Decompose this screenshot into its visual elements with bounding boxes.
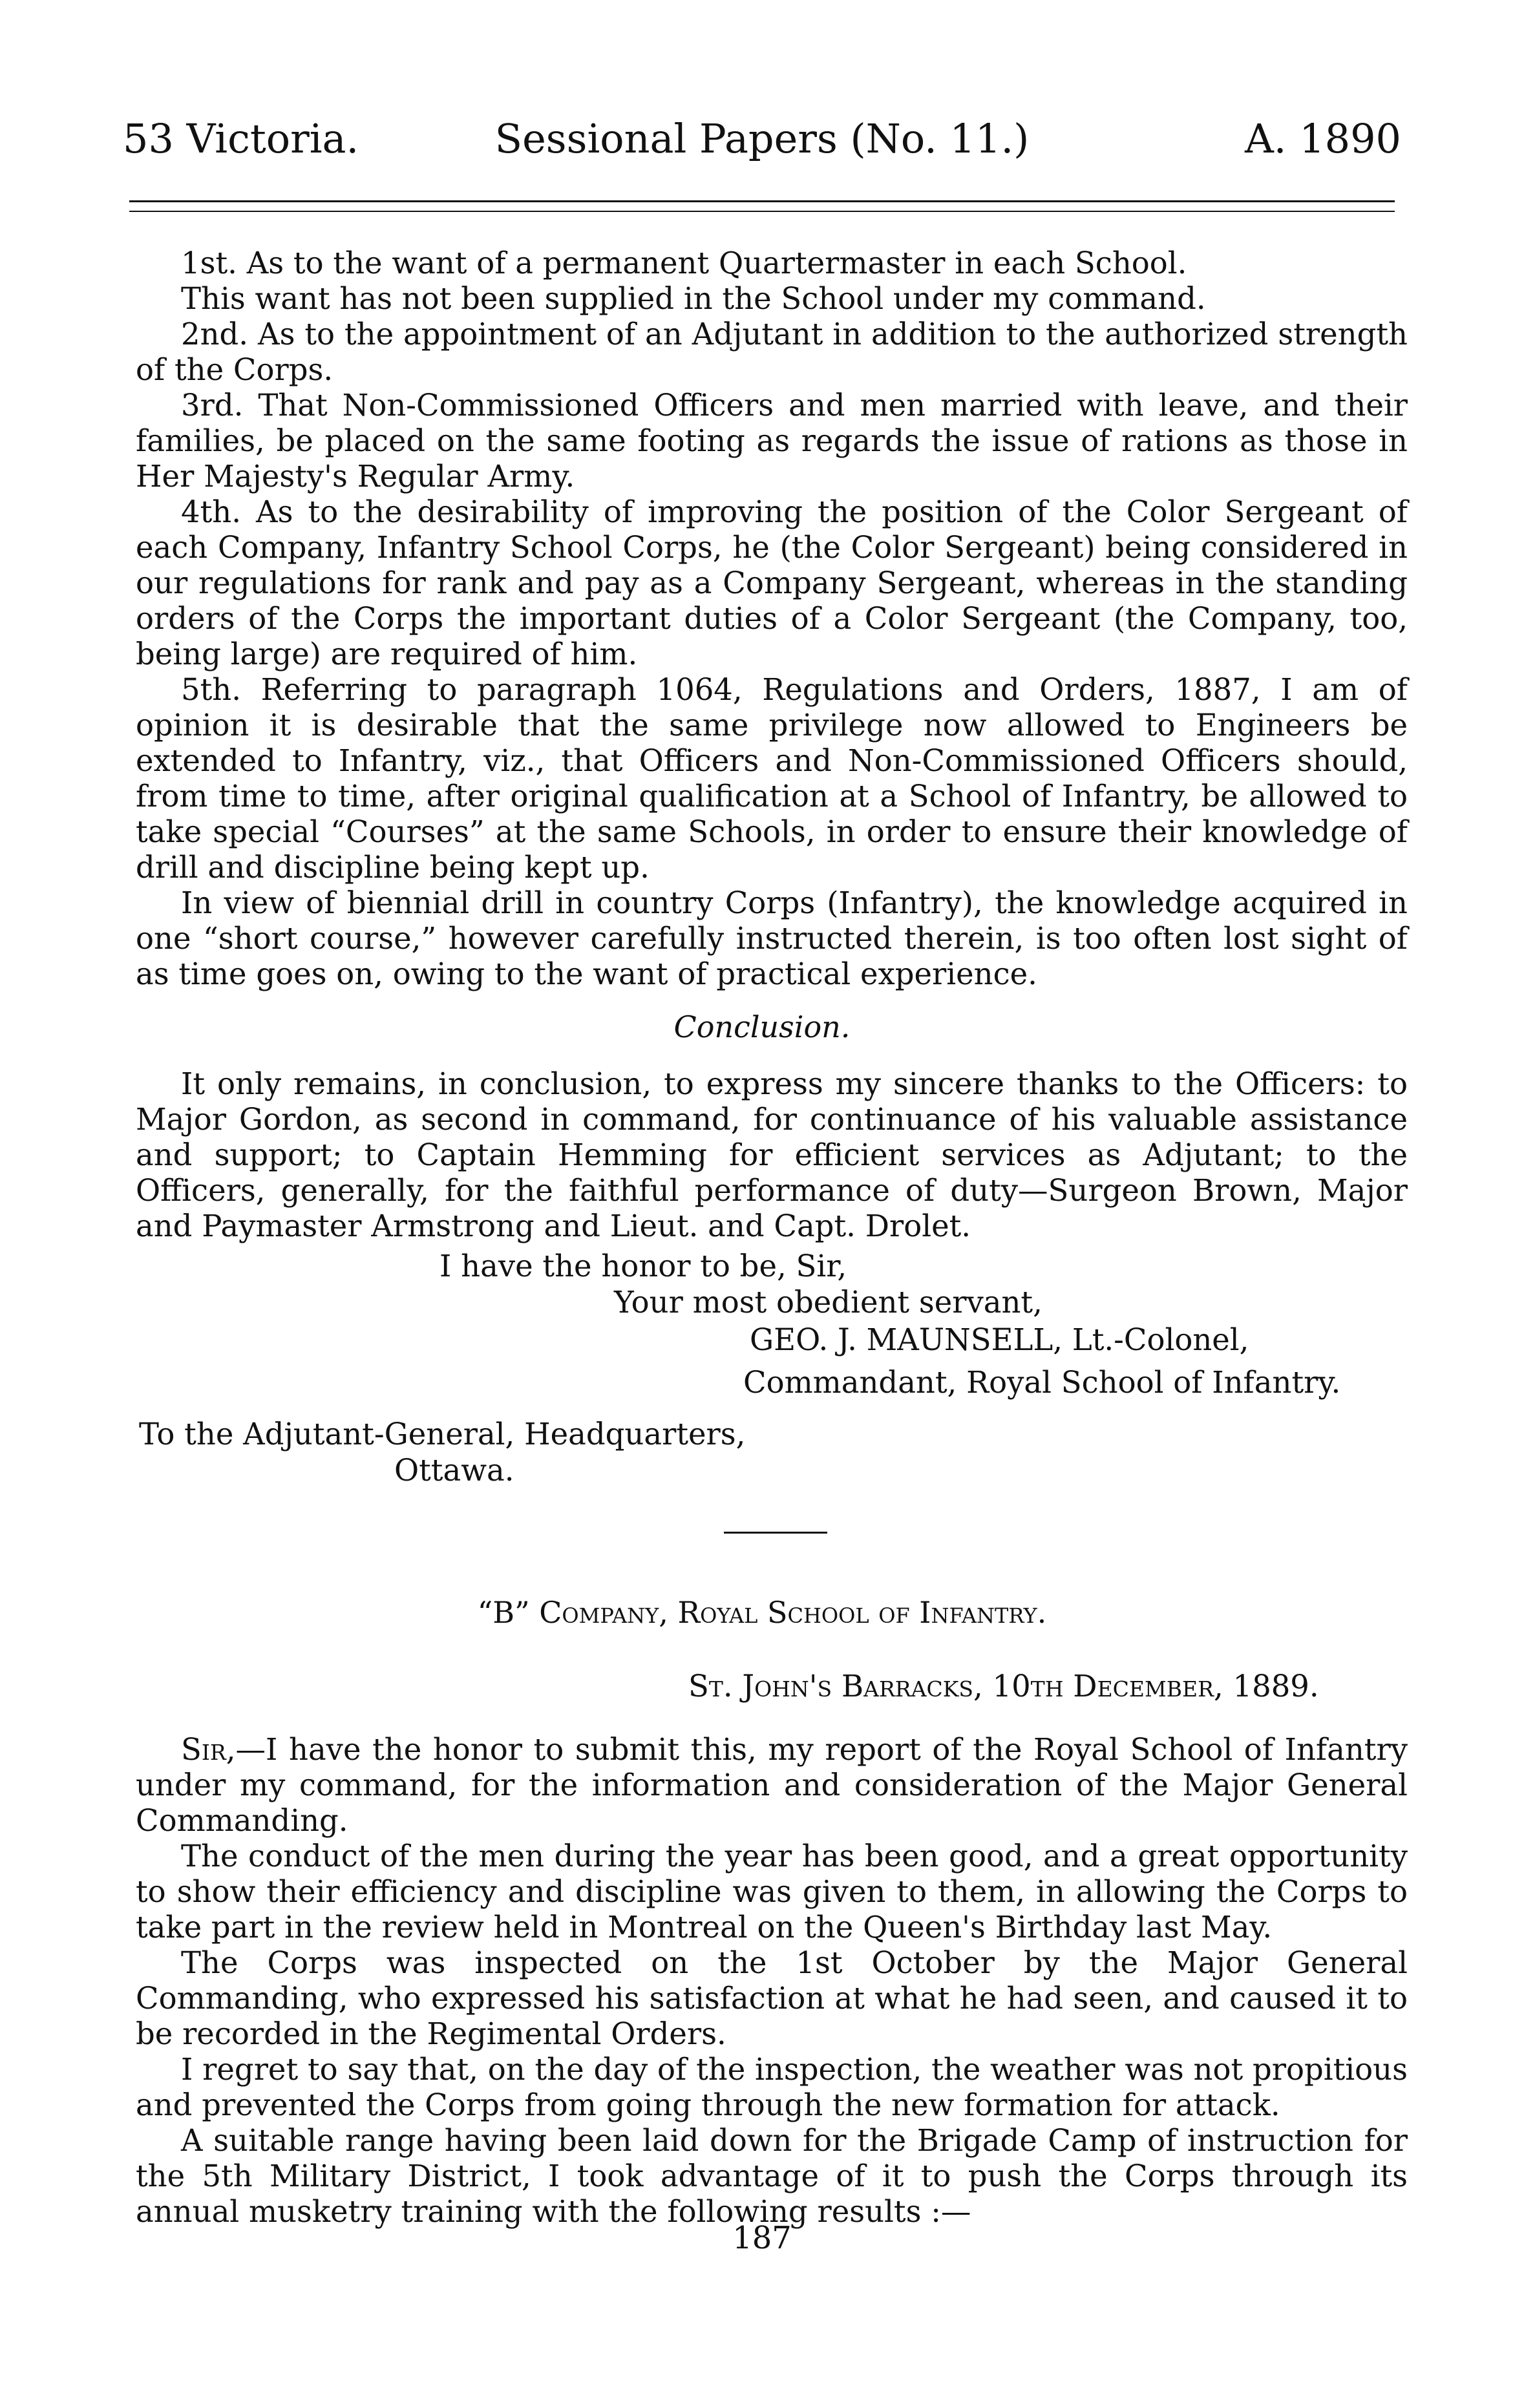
paragraph: 3rd. That Non-Commissioned Officers and men married with leave, and their families, be placed on the same footing as regards the issue of rations as those in Her Majesty's Regular Army. bbox=[136, 388, 1408, 494]
addressee-line-1: To the Adjutant-General, Headquarters, bbox=[139, 1417, 746, 1452]
paragraph bbox=[136, 1732, 1408, 1839]
signature-line-2: Your most obedient servant, bbox=[614, 1285, 1042, 1320]
signature-name: GEO. J. MAUNSELL, Lt.-Colonel, bbox=[750, 1322, 1249, 1357]
paragraph: 2nd. As to the appointment of an Adjutant in addition to the authorized strength of the Corps. bbox=[136, 317, 1408, 387]
paragraph-text: —I have the honor to submit this, my report of the Royal School of Infantry under my command, for the information and consideration of the Major General Commanding. bbox=[136, 1732, 1408, 1838]
paragraph: A suitable range having been laid down for the Brigade Camp of instruction for the 5th Military District, I took advantage of it to push the Corps through its annual musketry training with the following results :— bbox=[136, 2123, 1408, 2229]
dateline: St. John's Barracks, 10th December, 1889. bbox=[688, 1669, 1319, 1704]
signature-line-1: I have the honor to be, Sir, bbox=[439, 1249, 847, 1283]
section2-body bbox=[136, 1732, 1408, 2230]
page-header bbox=[123, 115, 1401, 173]
header-title: Sessional Papers (No. 11.) bbox=[494, 115, 1030, 162]
header-volume: 53 Victoria. bbox=[123, 115, 359, 162]
header-rule-top bbox=[129, 200, 1395, 202]
paragraph: This want has not been supplied in the School under my command. bbox=[181, 281, 1206, 316]
salutation: Sir, bbox=[181, 1732, 236, 1767]
header-year: A. 1890 bbox=[1245, 115, 1401, 162]
section1-body bbox=[136, 246, 1408, 992]
paragraph: I regret to say that, on the day of the inspection, the weather was not propitious and prevented the Corps from going through the new formation for attack. bbox=[136, 2052, 1408, 2122]
header-rule-bottom bbox=[129, 211, 1395, 212]
page-number: 187 bbox=[732, 2220, 792, 2256]
paragraph: The Corps was inspected on the 1st October by the Major General Commanding, who expressed his satisfaction at what he had seen, and caused it to be recorded in the Regimental Orders. bbox=[136, 1945, 1408, 2051]
paragraph: 5th. Referring to paragraph 1064, Regulations and Orders, 1887, I am of opinion it is desirable that the same privilege now allowed to Engineers be extended to Infantry, viz., that Officers and Non-Commissioned Officers should, from time to time, after original qualification at a School of Infantry, be allowed to take special “Courses” at the same Schools, in order to ensure their knowledge of drill and discipline being kept up. bbox=[136, 672, 1408, 885]
conclusion-body bbox=[136, 1066, 1408, 1244]
conclusion-heading-text: Conclusion. bbox=[673, 1009, 851, 1044]
paragraph: It only remains, in conclusion, to express my sincere thanks to the Officers: to Major Gordon, as second in command, for continuance of his valuable assistance and support; to Captain Hemming for efficient services as Adjutant; to the Officers, generally, for the faithful performance of duty—Surgeon Brown, Major and Paymaster Armstrong and Lieut. and Capt. Drolet. bbox=[136, 1066, 1408, 1243]
addressee-line-2: Ottawa. bbox=[394, 1453, 514, 1488]
conclusion-heading bbox=[0, 1009, 1524, 1044]
signature-title: Commandant, Royal School of Infantry. bbox=[743, 1365, 1341, 1400]
paragraph: In view of biennial drill in country Corps (Infantry), the knowledge acquired in one “short course,” however carefully instructed therein, is too often lost sight of as time goes on, owing to the want of practical experience. bbox=[136, 885, 1408, 991]
paragraph: The conduct of the men during the year has been good, and a great opportunity to show their efficiency and discipline was given to them, in allowing the Corps to take part in the review held in Montreal on the Queen's Birthday last May. bbox=[136, 1839, 1408, 1945]
section2-heading: “B” Company, Royal School of Infantry. bbox=[477, 1595, 1047, 1630]
section-divider bbox=[724, 1532, 827, 1534]
paragraph: 1st. As to the want of a permanent Quartermaster in each School. bbox=[181, 246, 1187, 280]
paragraph: 4th. As to the desirability of improving the position of the Color Sergeant of each Company, Infantry School Corps, he (the Color Sergeant) being considered in our regulations for rank and pay as a Company Sergeant, whereas in the standing orders of the Corps the important duties of a Color Sergeant (the Company, too, being large) are required of him. bbox=[136, 494, 1408, 671]
